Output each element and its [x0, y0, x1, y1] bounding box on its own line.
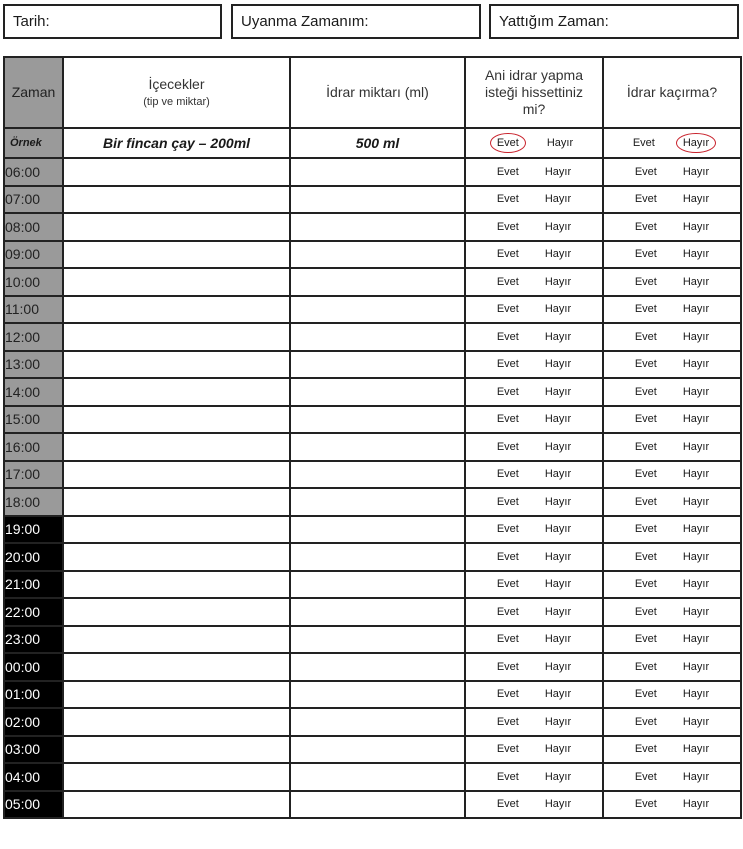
wake-time-label: Uyanma Zamanım: [241, 13, 369, 30]
table-row [4, 708, 741, 736]
urgency-no-option[interactable]: Hayır [544, 550, 572, 563]
row-time: 10:00 [4, 268, 63, 296]
leak-no-option[interactable]: Hayır [682, 660, 710, 673]
drinks-cell[interactable] [63, 158, 290, 186]
table-row [4, 681, 741, 709]
column-header-urgency: Ani idrar yapma isteği hissettiniz mi? [465, 57, 603, 128]
table-row [4, 488, 741, 516]
table-row [4, 351, 741, 379]
leak-yes-option[interactable]: Evet [634, 193, 657, 206]
urgency-cell [465, 708, 603, 736]
urgency-yes-option[interactable]: Evet [496, 715, 519, 728]
row-time: 05:00 [4, 791, 63, 819]
urgency-yes-option[interactable]: Evet [496, 550, 519, 563]
urgency-no-option[interactable]: Hayır [544, 248, 572, 261]
urgency-no-option[interactable]: Hayır [544, 523, 572, 536]
wake-time-field[interactable] [231, 4, 481, 39]
urgency-yes-option[interactable]: Evet [496, 220, 519, 233]
row-time: 20:00 [4, 543, 63, 571]
urgency-no-option[interactable]: Hayır [544, 468, 572, 481]
leak-yes-option[interactable]: Evet [634, 770, 657, 783]
drinks-cell[interactable] [63, 543, 290, 571]
leak-yes-option[interactable]: Evet [634, 220, 657, 233]
leak-cell [603, 158, 741, 186]
leak-yes-option[interactable]: Evet [634, 468, 657, 481]
urine-cell[interactable] [290, 681, 465, 709]
urine-cell[interactable] [290, 653, 465, 681]
drinks-cell[interactable] [63, 433, 290, 461]
example-urgency-no: Hayır [546, 137, 574, 149]
leak-cell [603, 241, 741, 269]
example-urgency-cell [465, 128, 603, 158]
row-time: 13:00 [4, 351, 63, 379]
leak-cell [603, 268, 741, 296]
leak-cell [603, 791, 741, 819]
example-leak-cell [603, 128, 741, 158]
leak-no-option[interactable]: Hayır [682, 303, 710, 316]
row-time: 16:00 [4, 433, 63, 461]
table-row [4, 736, 741, 764]
urine-cell[interactable] [290, 543, 465, 571]
drinks-cell[interactable] [63, 516, 290, 544]
urine-cell[interactable] [290, 406, 465, 434]
table-row [4, 571, 741, 599]
urgency-cell [465, 516, 603, 544]
urgency-no-option[interactable]: Hayır [544, 743, 572, 756]
urgency-cell [465, 213, 603, 241]
leak-yes-option[interactable]: Evet [634, 523, 657, 536]
urgency-yes-option[interactable]: Evet [496, 798, 519, 811]
leak-cell [603, 763, 741, 791]
drinks-cell[interactable] [63, 791, 290, 819]
urgency-no-option[interactable]: Hayır [544, 275, 572, 288]
table-row [4, 378, 741, 406]
leak-yes-option[interactable]: Evet [634, 165, 657, 178]
drinks-cell[interactable] [63, 598, 290, 626]
leak-yes-option[interactable]: Evet [634, 660, 657, 673]
leak-no-option[interactable]: Hayır [682, 193, 710, 206]
urgency-no-option[interactable]: Hayır [544, 688, 572, 701]
leak-yes-option[interactable]: Evet [634, 743, 657, 756]
table-row [4, 406, 741, 434]
urgency-cell [465, 158, 603, 186]
sleep-time-field[interactable] [489, 4, 739, 39]
drinks-cell[interactable] [63, 351, 290, 379]
row-time: 01:00 [4, 681, 63, 709]
urgency-yes-option[interactable]: Evet [496, 358, 519, 371]
urgency-no-option[interactable]: Hayır [544, 715, 572, 728]
leak-yes-option[interactable]: Evet [634, 578, 657, 591]
urgency-no-option[interactable]: Hayır [544, 578, 572, 591]
row-time: 14:00 [4, 378, 63, 406]
urgency-cell [465, 598, 603, 626]
row-time: 09:00 [4, 241, 63, 269]
leak-no-option[interactable]: Hayır [682, 440, 710, 453]
drinks-cell[interactable] [63, 571, 290, 599]
leak-no-option[interactable]: Hayır [682, 770, 710, 783]
urgency-no-option[interactable]: Hayır [544, 220, 572, 233]
leak-yes-option[interactable]: Evet [634, 688, 657, 701]
urine-cell[interactable] [290, 433, 465, 461]
urgency-yes-option[interactable]: Evet [496, 633, 519, 646]
leak-no-option[interactable]: Hayır [682, 413, 710, 426]
leak-no-option[interactable]: Hayır [682, 715, 710, 728]
row-time: 23:00 [4, 626, 63, 654]
date-label: Tarih: [13, 13, 50, 30]
urine-cell[interactable] [290, 158, 465, 186]
urgency-no-option[interactable]: Hayır [544, 605, 572, 618]
row-time: 15:00 [4, 406, 63, 434]
row-time: 11:00 [4, 296, 63, 324]
leak-yes-option[interactable]: Evet [634, 633, 657, 646]
sleep-time-label: Yattığım Zaman: [499, 13, 609, 30]
leak-yes-option[interactable]: Evet [634, 385, 657, 398]
leak-no-option[interactable]: Hayır [682, 523, 710, 536]
urgency-cell [465, 791, 603, 819]
row-time: 22:00 [4, 598, 63, 626]
leak-cell [603, 488, 741, 516]
urgency-no-option[interactable]: Hayır [544, 798, 572, 811]
urine-cell[interactable] [290, 598, 465, 626]
row-time: 18:00 [4, 488, 63, 516]
urine-cell[interactable] [290, 736, 465, 764]
urgency-yes-option[interactable]: Evet [496, 495, 519, 508]
urgency-yes-option[interactable]: Evet [496, 165, 519, 178]
urgency-no-option[interactable]: Hayır [544, 660, 572, 673]
drinks-cell[interactable] [63, 268, 290, 296]
urgency-cell [465, 378, 603, 406]
urgency-no-option[interactable]: Hayır [544, 385, 572, 398]
urgency-no-option[interactable]: Hayır [544, 770, 572, 783]
table-row [4, 186, 741, 214]
leak-cell [603, 186, 741, 214]
urgency-no-option[interactable]: Hayır [544, 303, 572, 316]
urgency-no-option[interactable]: Hayır [544, 165, 572, 178]
table-row [4, 543, 741, 571]
leak-yes-option[interactable]: Evet [634, 440, 657, 453]
urgency-cell [465, 763, 603, 791]
leak-cell [603, 213, 741, 241]
table-row [4, 241, 741, 269]
drinks-cell[interactable] [63, 461, 290, 489]
urine-cell[interactable] [290, 708, 465, 736]
urgency-cell [465, 571, 603, 599]
drinks-cell[interactable] [63, 708, 290, 736]
leak-yes-option[interactable]: Evet [634, 358, 657, 371]
leak-cell [603, 516, 741, 544]
urgency-yes-option[interactable]: Evet [496, 688, 519, 701]
example-leak-no: Hayır [676, 133, 716, 153]
bladder-diary-table [3, 56, 742, 819]
urgency-yes-option[interactable]: Evet [496, 248, 519, 261]
urine-cell[interactable] [290, 791, 465, 819]
drinks-cell[interactable] [63, 681, 290, 709]
urine-cell[interactable] [290, 516, 465, 544]
urgency-yes-option[interactable]: Evet [496, 578, 519, 591]
leak-cell [603, 378, 741, 406]
leak-no-option[interactable]: Hayır [682, 550, 710, 563]
table-row [4, 516, 741, 544]
urgency-yes-option[interactable]: Evet [496, 523, 519, 536]
urgency-cell [465, 653, 603, 681]
drinks-cell[interactable] [63, 736, 290, 764]
urgency-cell [465, 186, 603, 214]
example-label: Örnek [4, 128, 63, 158]
row-time: 03:00 [4, 736, 63, 764]
leak-cell [603, 626, 741, 654]
leak-yes-option[interactable]: Evet [634, 605, 657, 618]
urine-cell[interactable] [290, 571, 465, 599]
urgency-yes-option[interactable]: Evet [496, 385, 519, 398]
leak-cell [603, 406, 741, 434]
leak-no-option[interactable]: Hayır [682, 688, 710, 701]
leak-no-option[interactable]: Hayır [682, 495, 710, 508]
leak-no-option[interactable]: Hayır [682, 743, 710, 756]
urgency-no-option[interactable]: Hayır [544, 358, 572, 371]
leak-cell [603, 598, 741, 626]
urgency-yes-option[interactable]: Evet [496, 275, 519, 288]
urgency-yes-option[interactable]: Evet [496, 330, 519, 343]
row-time: 07:00 [4, 186, 63, 214]
row-time: 06:00 [4, 158, 63, 186]
urgency-yes-option[interactable]: Evet [496, 605, 519, 618]
leak-no-option[interactable]: Hayır [682, 385, 710, 398]
column-header-time: Zaman [4, 57, 63, 128]
leak-yes-option[interactable]: Evet [634, 303, 657, 316]
drinks-cell[interactable] [63, 296, 290, 324]
urine-cell[interactable] [290, 296, 465, 324]
urgency-yes-option[interactable]: Evet [496, 413, 519, 426]
table-row [4, 268, 741, 296]
table-row [4, 461, 741, 489]
column-header-leak: İdrar kaçırma? [603, 57, 741, 128]
leak-cell [603, 736, 741, 764]
urgency-no-option[interactable]: Hayır [544, 440, 572, 453]
row-time: 21:00 [4, 571, 63, 599]
urine-cell[interactable] [290, 378, 465, 406]
example-urgency-yes: Evet [490, 133, 526, 153]
urine-cell[interactable] [290, 186, 465, 214]
drinks-cell[interactable] [63, 323, 290, 351]
table-row [4, 323, 741, 351]
leak-cell [603, 351, 741, 379]
urgency-no-option[interactable]: Hayır [544, 495, 572, 508]
urine-cell[interactable] [290, 323, 465, 351]
leak-no-option[interactable]: Hayır [682, 468, 710, 481]
column-header-urine: İdrar miktarı (ml) [290, 57, 465, 128]
leak-yes-option[interactable]: Evet [634, 248, 657, 261]
leak-no-option[interactable]: Hayır [682, 633, 710, 646]
row-time: 08:00 [4, 213, 63, 241]
leak-no-option[interactable]: Hayır [682, 248, 710, 261]
urgency-yes-option[interactable]: Evet [496, 193, 519, 206]
table-row [4, 213, 741, 241]
urine-cell[interactable] [290, 241, 465, 269]
leak-cell [603, 653, 741, 681]
table-row [4, 158, 741, 186]
leak-no-option[interactable]: Hayır [682, 330, 710, 343]
urgency-yes-option[interactable]: Evet [496, 303, 519, 316]
drinks-cell[interactable] [63, 406, 290, 434]
column-header-drinks: İçecekler (tip ve miktar) [63, 57, 290, 128]
leak-no-option[interactable]: Hayır [682, 798, 710, 811]
leak-no-option[interactable]: Hayır [682, 165, 710, 178]
urine-cell[interactable] [290, 626, 465, 654]
column-header-drinks-sub: (tip ve miktar) [143, 96, 210, 108]
urgency-cell [465, 736, 603, 764]
urgency-cell [465, 268, 603, 296]
table-row [4, 433, 741, 461]
urgency-cell [465, 433, 603, 461]
drinks-cell[interactable] [63, 186, 290, 214]
table-row [4, 626, 741, 654]
example-leak-yes: Evet [632, 137, 655, 149]
urgency-cell [465, 461, 603, 489]
leak-yes-option[interactable]: Evet [634, 495, 657, 508]
urgency-no-option[interactable]: Hayır [544, 413, 572, 426]
urgency-cell [465, 681, 603, 709]
date-field[interactable] [3, 4, 222, 39]
drinks-cell[interactable] [63, 488, 290, 516]
header-row [4, 57, 741, 128]
leak-cell [603, 708, 741, 736]
urgency-yes-option[interactable]: Evet [496, 660, 519, 673]
urgency-yes-option[interactable]: Evet [496, 440, 519, 453]
table-row [4, 653, 741, 681]
drinks-cell[interactable] [63, 653, 290, 681]
leak-cell [603, 571, 741, 599]
urgency-cell [465, 241, 603, 269]
example-urine: 500 ml [290, 128, 465, 158]
table-row [4, 598, 741, 626]
urgency-yes-option[interactable]: Evet [496, 468, 519, 481]
leak-no-option[interactable]: Hayır [682, 275, 710, 288]
urgency-cell [465, 351, 603, 379]
table-row [4, 791, 741, 819]
row-time: 19:00 [4, 516, 63, 544]
urine-cell[interactable] [290, 461, 465, 489]
leak-cell [603, 543, 741, 571]
urine-cell[interactable] [290, 351, 465, 379]
leak-cell [603, 323, 741, 351]
drinks-cell[interactable] [63, 763, 290, 791]
drinks-cell[interactable] [63, 213, 290, 241]
urine-cell[interactable] [290, 268, 465, 296]
row-time: 02:00 [4, 708, 63, 736]
example-drink: Bir fincan çay – 200ml [63, 128, 290, 158]
urgency-yes-option[interactable]: Evet [496, 770, 519, 783]
leak-yes-option[interactable]: Evet [634, 330, 657, 343]
leak-no-option[interactable]: Hayır [682, 358, 710, 371]
drinks-cell[interactable] [63, 626, 290, 654]
urgency-cell [465, 543, 603, 571]
urgency-no-option[interactable]: Hayır [544, 193, 572, 206]
leak-cell [603, 461, 741, 489]
leak-no-option[interactable]: Hayır [682, 578, 710, 591]
row-time: 00:00 [4, 653, 63, 681]
urine-cell[interactable] [290, 763, 465, 791]
urgency-yes-option[interactable]: Evet [496, 743, 519, 756]
urgency-no-option[interactable]: Hayır [544, 330, 572, 343]
row-time: 17:00 [4, 461, 63, 489]
drinks-cell[interactable] [63, 378, 290, 406]
row-time: 12:00 [4, 323, 63, 351]
leak-yes-option[interactable]: Evet [634, 550, 657, 563]
row-time: 04:00 [4, 763, 63, 791]
leak-yes-option[interactable]: Evet [634, 275, 657, 288]
leak-cell [603, 681, 741, 709]
leak-yes-option[interactable]: Evet [634, 413, 657, 426]
leak-yes-option[interactable]: Evet [634, 798, 657, 811]
urgency-cell [465, 488, 603, 516]
urine-cell[interactable] [290, 488, 465, 516]
urgency-no-option[interactable]: Hayır [544, 633, 572, 646]
table-row [4, 763, 741, 791]
urgency-cell [465, 323, 603, 351]
table-row [4, 296, 741, 324]
urine-cell[interactable] [290, 213, 465, 241]
leak-yes-option[interactable]: Evet [634, 715, 657, 728]
leak-cell [603, 296, 741, 324]
drinks-cell[interactable] [63, 241, 290, 269]
example-row [4, 128, 741, 158]
urgency-cell [465, 296, 603, 324]
urgency-cell [465, 626, 603, 654]
urgency-cell [465, 406, 603, 434]
leak-no-option[interactable]: Hayır [682, 605, 710, 618]
leak-cell [603, 433, 741, 461]
leak-no-option[interactable]: Hayır [682, 220, 710, 233]
